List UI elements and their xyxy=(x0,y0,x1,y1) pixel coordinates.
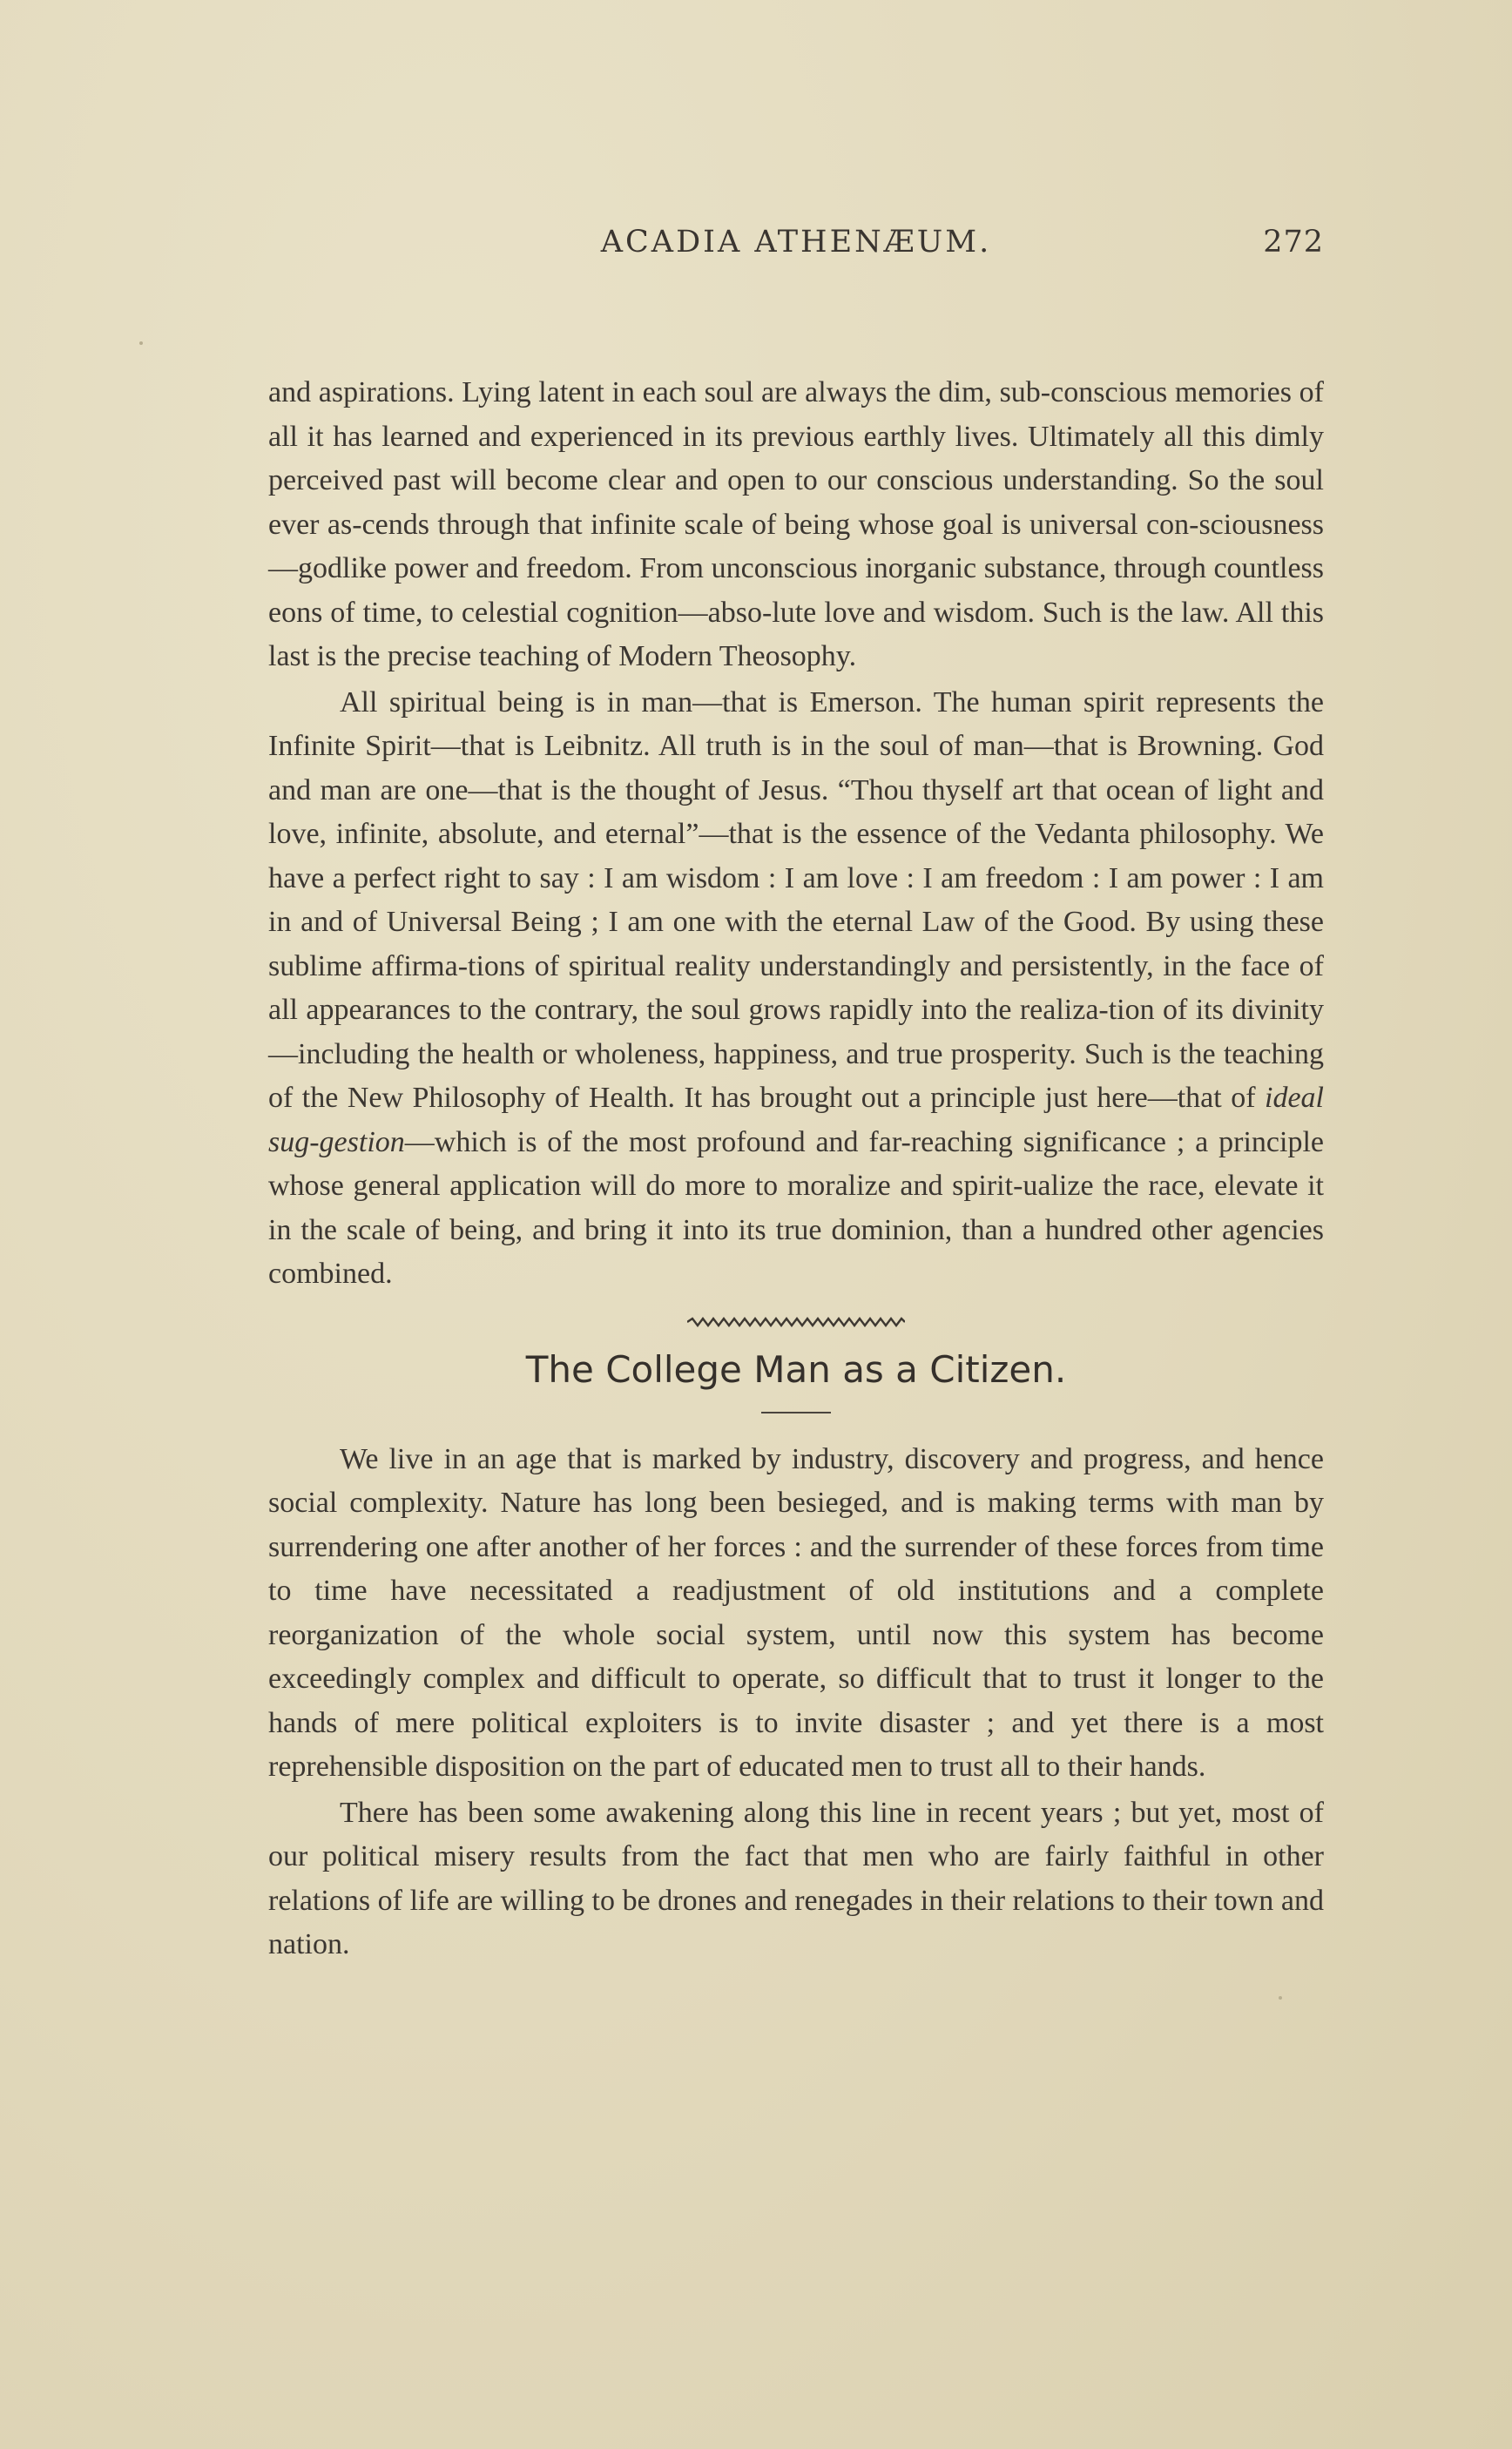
paragraph-text: —which is of the most profound and far-reaching significance ; a principle whose general application will do more to moralize and spirit-ualize the race, elevate it in the scale of being, and bring it into its true dominion, than a hundred other agencies combined. xyxy=(268,1125,1324,1290)
paragraph-emerson xyxy=(268,681,1324,1297)
paper-speck xyxy=(1279,1996,1282,2000)
paragraph-text: There has been some awakening along this line in recent years ; but yet, most of our political misery results from the fact that men who are fairly faithful in other relations of life are willing to be drones and renegades in their relations to their town and nation. xyxy=(268,1796,1324,1960)
paper-speck xyxy=(139,341,143,345)
paragraph-continued xyxy=(268,371,1324,679)
ornament-rule-icon xyxy=(687,1316,905,1328)
paragraph-college-man-1 xyxy=(268,1438,1324,1790)
title-rule xyxy=(761,1412,831,1413)
page xyxy=(268,225,1324,1967)
paragraph-text: We live in an age that is marked by industry, discovery and progress, and hence social complexity. Nature has long been besieged, and is making terms with man by surrendering one after another of her forces : and the surrender of these forces from time to time have necessitated a readjustment of old institutions and a complete reorganization of the whole social system, until now this system has become exceedingly complex and difficult to operate, so difficult that to trust it longer to the hands of mere political exploiters is to invite disaster ; and yet there is a most reprehensible disposition on the part of educated men to trust all to their hands. xyxy=(268,1442,1324,1783)
section-ornament xyxy=(268,1311,1324,1333)
paragraph-text: All spiritual being is in man—that is Emerson. The human spirit represents the Infinite Spirit—that is Leibnitz. All truth is in the soul of man—that is Browning. God and man are one—that is the thought of Jesus. “Thou thyself art that ocean of light and love, infinite, absolute, and eternal”—that is the essence of the Vedanta philosophy. We have a perfect right to say : I am wisdom : I am love : I am freedom : I am power : I am in and of Universal Being ; I am one with the eternal Law of the Good. By using these sublime affirma-tions of spiritual reality understandingly and persistently, in the face of all appearances to the contrary, the soul grows rapidly into the realiza-tion of its divinity—including the health or wholeness, happiness, and true prosperity. Such is the teaching of the New Philosophy of Health. It has brought out a principle just here—that of xyxy=(268,685,1324,1114)
article-title: The College Man as a Citizen. xyxy=(525,1347,1067,1391)
italic-phrase: ideal sug-gestion xyxy=(268,1082,1324,1158)
page-number: 272 xyxy=(1263,225,1324,260)
paragraph-college-man-2 xyxy=(268,1791,1324,1967)
paragraph-text: and aspirations. Lying latent in each soul are always the dim, sub-conscious memories of all it has learned and experienced in its previous earthly lives. Ultimately all this dimly perceived past will become clear and open to our conscious understanding. So the soul ever as-cends through that infinite scale of being whose goal is universal con-sciousness—godlike power and freedom. From unconscious inorganic substance, through countless eons of time, to celestial cognition—abso-lute love and wisdom. Such is the law. All this last is the precise teaching of Modern Theosophy. xyxy=(268,376,1324,672)
running-head xyxy=(268,225,1324,277)
running-title: ACADIA ATHENÆUM. xyxy=(600,225,992,260)
